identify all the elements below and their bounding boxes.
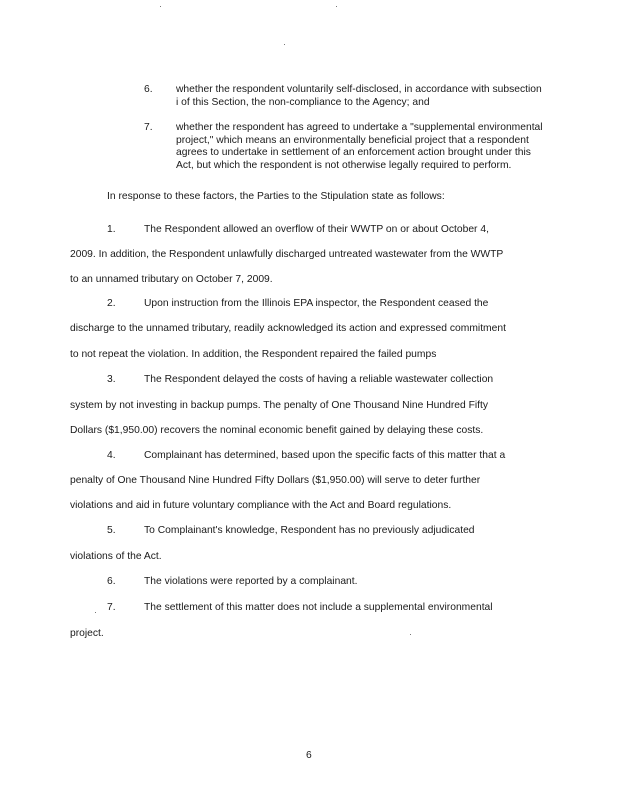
paragraph-number: 7. xyxy=(107,602,116,613)
paragraph-line: The Respondent allowed an overflow of their WWTP on or about October 4, xyxy=(144,224,489,235)
paragraph-number: 1. xyxy=(107,224,116,235)
paragraph-line: Complainant has determined, based upon the specific facts of this matter that a xyxy=(144,450,506,461)
paragraph-3 xyxy=(107,374,493,385)
scan-speck xyxy=(95,612,96,613)
list-text: whether the respondent voluntarily self-disclosed, in accordance with subsection i of this Section, the non-compliance to the Agency; and xyxy=(176,84,542,108)
paragraph-line: violations and aid in future voluntary compliance with the Act and Board regulations. xyxy=(70,500,452,511)
paragraph-1 xyxy=(107,224,489,235)
paragraph-line: system by not investing in backup pumps. The penalty of One Thousand Nine Hundred Fifty xyxy=(70,400,489,411)
paragraph-line: The Respondent delayed the costs of having a reliable wastewater collection xyxy=(144,374,494,385)
paragraph-line: The settlement of this matter does not include a supplemental environmental xyxy=(144,602,493,613)
paragraph-line: to an unnamed tributary on October 7, 2009. xyxy=(70,274,273,285)
paragraph-5 xyxy=(107,525,475,536)
list-number: 7. xyxy=(144,122,153,133)
paragraph-2 xyxy=(107,298,488,309)
paragraph-number: 5. xyxy=(107,525,116,536)
list-text: whether the respondent has agreed to undertake a "supplemental environmental project," which means an environmentally beneficial project that a respondent agrees to undertake in settlement of an enforcement action brought under this Act, but which the respondent is not otherwise legally required to perform. xyxy=(176,122,543,171)
paragraph-6 xyxy=(107,576,358,587)
list-item xyxy=(144,122,544,172)
paragraph-line: Upon instruction from the Illinois EPA inspector, the Respondent ceased the xyxy=(144,298,489,309)
paragraph-line: 2009. In addition, the Respondent unlawfully discharged untreated wastewater from the WWTP xyxy=(70,249,504,260)
paragraph-number: 3. xyxy=(107,374,116,385)
paragraph-line: The violations were reported by a complainant. xyxy=(144,576,358,587)
paragraph-line: To Complainant's knowledge, Respondent has no previously adjudicated xyxy=(144,525,475,536)
paragraph-line: to not repeat the violation. In addition, the Respondent repaired the failed pumps xyxy=(70,349,437,360)
paragraph-line: discharge to the unnamed tributary, readily acknowledged its action and expressed commitment xyxy=(70,323,506,334)
intro-paragraph: In response to these factors, the Parties to the Stipulation state as follows: xyxy=(107,191,445,202)
paragraph-line: penalty of One Thousand Nine Hundred Fifty Dollars ($1,950.00) will serve to deter further xyxy=(70,475,481,486)
scan-speck xyxy=(410,634,411,635)
scan-speck xyxy=(160,6,161,7)
scan-speck xyxy=(336,6,337,7)
list-number: 6. xyxy=(144,84,153,95)
paragraph-line: Dollars ($1,950.00) recovers the nominal economic benefit gained by delaying these costs. xyxy=(70,425,484,436)
page-number: 6 xyxy=(306,750,312,761)
paragraph-7 xyxy=(107,602,493,613)
paragraph-line: violations of the Act. xyxy=(70,551,162,562)
list-item xyxy=(144,84,544,109)
paragraph-line: project. xyxy=(70,628,104,639)
scan-speck xyxy=(284,44,285,45)
paragraph-number: 6. xyxy=(107,576,116,587)
paragraph-number: 2. xyxy=(107,298,116,309)
paragraph-4 xyxy=(107,450,505,461)
paragraph-number: 4. xyxy=(107,450,116,461)
